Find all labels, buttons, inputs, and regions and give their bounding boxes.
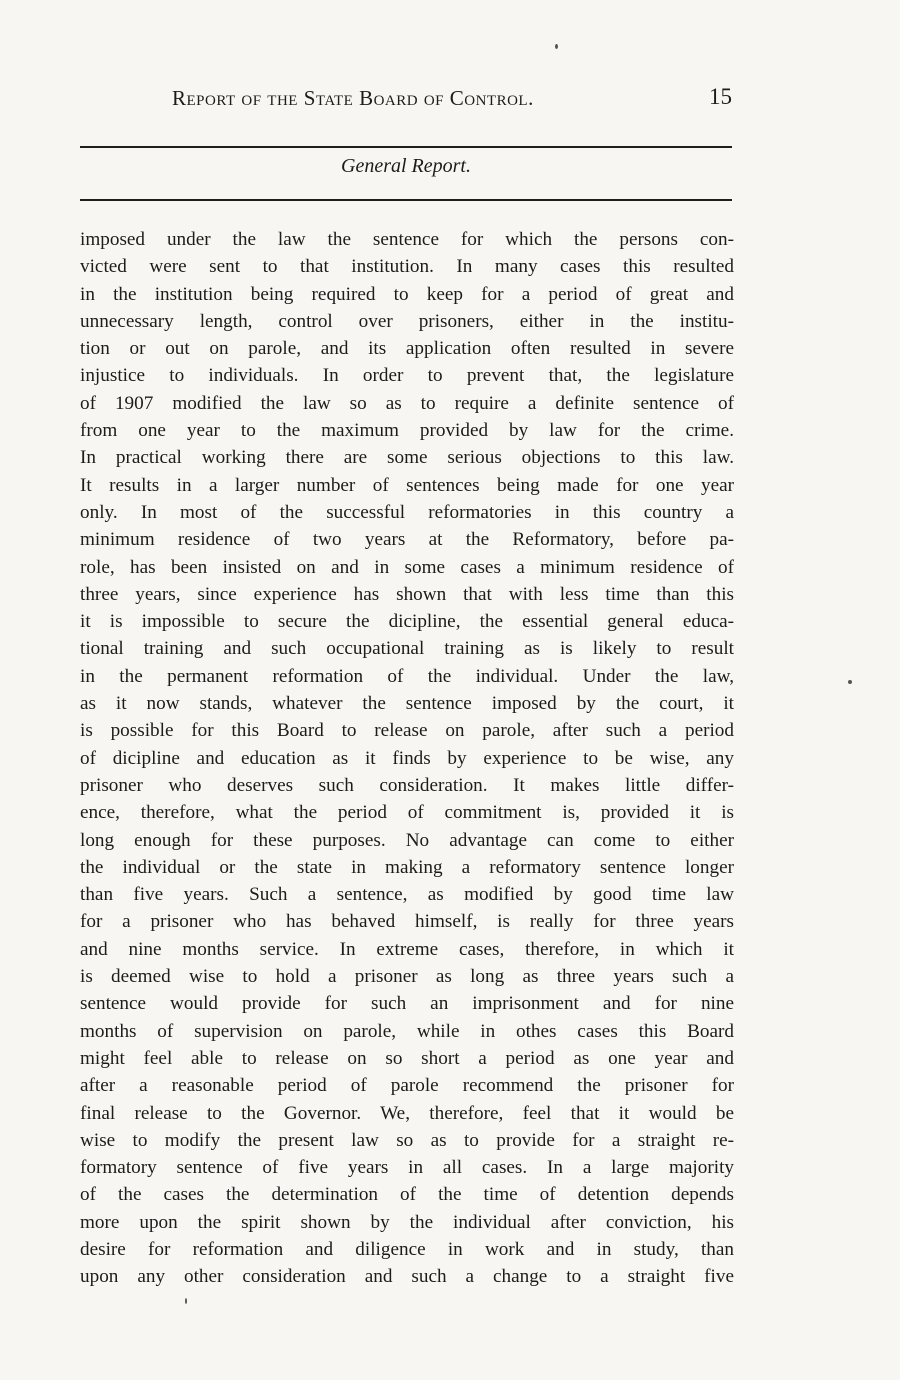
running-title: Report of the State Board of Control. — [172, 86, 534, 110]
text-line: months of supervision on parole, while in othes cases this Board — [80, 1020, 734, 1042]
text-line: victed were sent to that institution. In many cases this resulted — [80, 256, 734, 278]
text-line: injustice to individuals. In order to prevent that, the legislature — [80, 365, 734, 387]
text-line: more upon the spirit shown by the individual after conviction, his — [80, 1211, 734, 1233]
text-line: ence, therefore, what the period of commitment is, provided it is — [80, 802, 734, 824]
scan-speck — [185, 1298, 187, 1304]
text-line: sentence would provide for such an imprisonment and for nine — [80, 993, 734, 1015]
text-line: of the cases the determination of the time of detention depends — [80, 1184, 734, 1206]
text-line: three years, since experience has shown that with less time than this — [80, 583, 734, 605]
text-line: In practical working there are some serious objections to this law. — [80, 447, 734, 469]
text-line: of dicipline and education as it finds by experience to be wise, any — [80, 747, 734, 769]
text-line: minimum residence of two years at the Reformatory, before pa- — [80, 529, 734, 551]
scan-speck — [848, 680, 852, 684]
text-line: than five years. Such a sentence, as modified by good time law — [80, 884, 734, 906]
text-line: long enough for these purposes. No advantage can come to either — [80, 829, 734, 851]
text-line: for a prisoner who has behaved himself, is really for three years — [80, 911, 734, 933]
text-line: in the institution being required to keep for a period of great and — [80, 283, 734, 305]
text-line: imposed under the law the sentence for which the persons con- — [80, 229, 734, 250]
text-line: unnecessary length, control over prisoners, either in the institu- — [80, 310, 734, 332]
text-line: wise to modify the present law so as to provide for a straight re- — [80, 1129, 734, 1151]
text-line: tion or out on parole, and its application often resulted in severe — [80, 338, 734, 360]
text-line: upon any other consideration and such a change to a straight five — [80, 1266, 734, 1288]
text-line: is deemed wise to hold a prisoner as long as three years such a — [80, 966, 734, 988]
section-title: General Report. — [341, 155, 471, 177]
text-line: the individual or the state in making a reformatory sentence longer — [80, 856, 734, 878]
bottom-rule — [80, 199, 732, 201]
text-line: of 1907 modified the law so as to require a definite sentence of — [80, 392, 734, 414]
text-line: tional training and such occupational training as is likely to result — [80, 638, 734, 660]
text-line: final release to the Governor. We, therefore, feel that it would be — [80, 1102, 734, 1124]
text-line: and nine months service. In extreme cases, therefore, in which it — [80, 938, 734, 960]
text-line: formatory sentence of five years in all cases. In a large majority — [80, 1157, 734, 1179]
text-line: role, has been insisted on and in some cases a minimum residence of — [80, 556, 734, 578]
text-line: from one year to the maximum provided by law for the crime. — [80, 420, 734, 442]
text-line: desire for reformation and diligence in work and in study, than — [80, 1238, 734, 1260]
text-line: in the permanent reformation of the individual. Under the law, — [80, 665, 734, 687]
text-line: It results in a larger number of sentences being made for one year — [80, 474, 734, 496]
text-line: is possible for this Board to release on parole, after such a period — [80, 720, 734, 742]
text-line: as it now stands, whatever the sentence imposed by the court, it — [80, 693, 734, 715]
running-head — [80, 84, 740, 114]
text-line: after a reasonable period of parole recommend the prisoner for — [80, 1075, 734, 1097]
text-line: it is impossible to secure the dicipline, the essential general educa- — [80, 611, 734, 633]
top-rule — [80, 146, 732, 148]
text-line: prisoner who deserves such consideration. It makes little differ- — [80, 774, 734, 796]
text-line: only. In most of the successful reformatories in this country a — [80, 501, 734, 523]
body-text — [80, 226, 734, 1291]
page-number: 15 — [709, 84, 732, 109]
text-line: might feel able to release on so short a period as one year and — [80, 1047, 734, 1069]
scan-speck — [555, 44, 558, 49]
